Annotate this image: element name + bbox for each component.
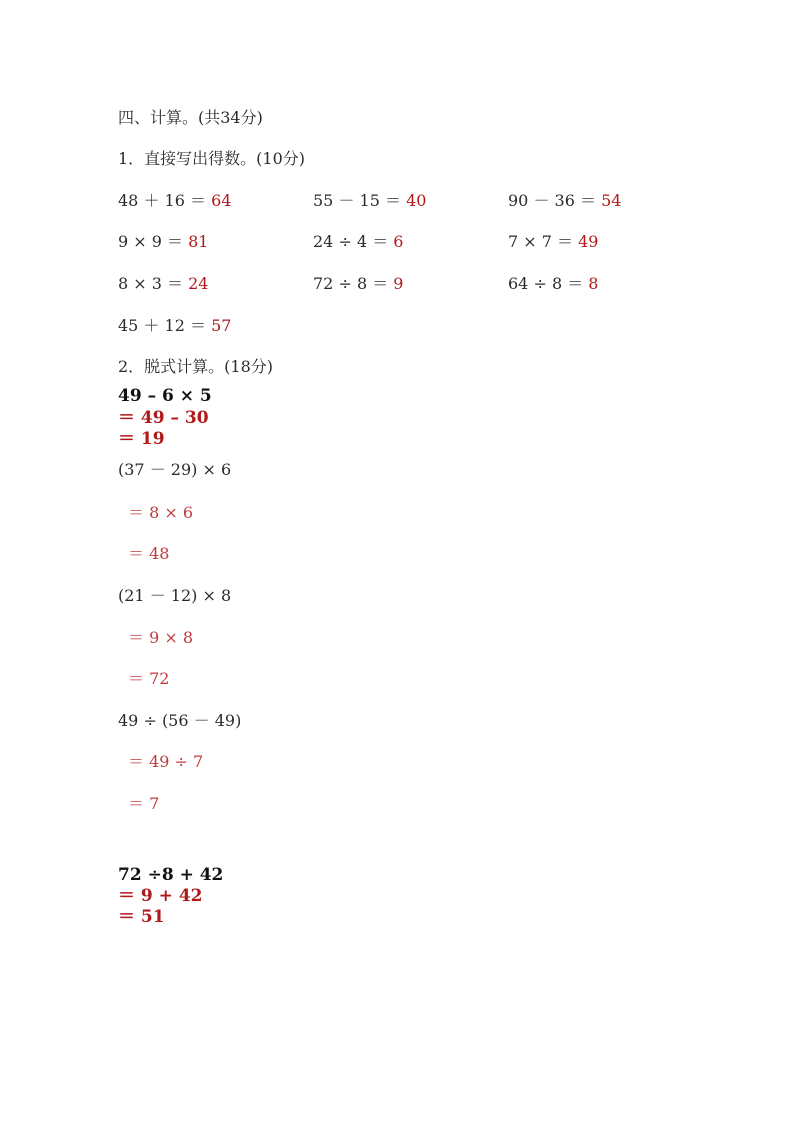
answer: 64 — [211, 191, 232, 210]
part1-title: 1．直接写出得数。(10分) — [118, 149, 306, 168]
answer: 40 — [406, 191, 427, 210]
part2-title: 2．脱式计算。(18分) — [118, 357, 274, 376]
answer: 6 — [393, 232, 404, 251]
equation: 64 ÷ 8 ＝ 8 — [508, 274, 599, 293]
problem-expression: 49 – 6 × 5 — [118, 386, 212, 406]
answer: 9 — [393, 274, 404, 293]
solution-step: ＝ 51 — [118, 907, 165, 927]
equation: 90 － 36 ＝ 54 — [508, 191, 622, 210]
equation: 72 ÷ 8 ＝ 9 — [313, 274, 404, 293]
solution-step: ＝ 9 × 8 — [128, 628, 194, 647]
section-title: 四、计算。(共34分) — [118, 108, 263, 127]
problem-expression: (37 － 29) × 6 — [118, 460, 232, 479]
equation: 48 ＋ 16 ＝ 64 — [118, 191, 232, 210]
answer: 8 — [588, 274, 599, 293]
answer: 54 — [601, 191, 622, 210]
solution-step: ＝ 48 — [128, 544, 170, 563]
answer: 81 — [188, 232, 209, 251]
problem-expression: 72 ÷8 + 42 — [118, 865, 224, 885]
equation: 24 ÷ 4 ＝ 6 — [313, 232, 404, 251]
problem-expression: 49 ÷ (56 － 49) — [118, 711, 242, 730]
equation: 9 × 9 ＝ 81 — [118, 232, 209, 251]
equation: 45 ＋ 12 ＝ 57 — [118, 316, 232, 335]
answer: 57 — [211, 316, 232, 335]
answer: 49 — [578, 232, 599, 251]
solution-step: ＝ 9 + 42 — [118, 886, 203, 906]
solution-step: ＝ 72 — [128, 669, 170, 688]
solution-step: ＝ 8 × 6 — [128, 503, 194, 522]
solution-step: ＝ 49 – 30 — [118, 408, 209, 428]
equation: 8 × 3 ＝ 24 — [118, 274, 209, 293]
solution-step: ＝ 19 — [118, 429, 165, 449]
equation: 55 － 15 ＝ 40 — [313, 191, 427, 210]
solution-step: ＝ 49 ÷ 7 — [128, 752, 204, 771]
answer: 24 — [188, 274, 209, 293]
problem-expression: (21 － 12) × 8 — [118, 586, 232, 605]
equation: 7 × 7 ＝ 49 — [508, 232, 599, 251]
solution-step: ＝ 7 — [128, 794, 160, 813]
